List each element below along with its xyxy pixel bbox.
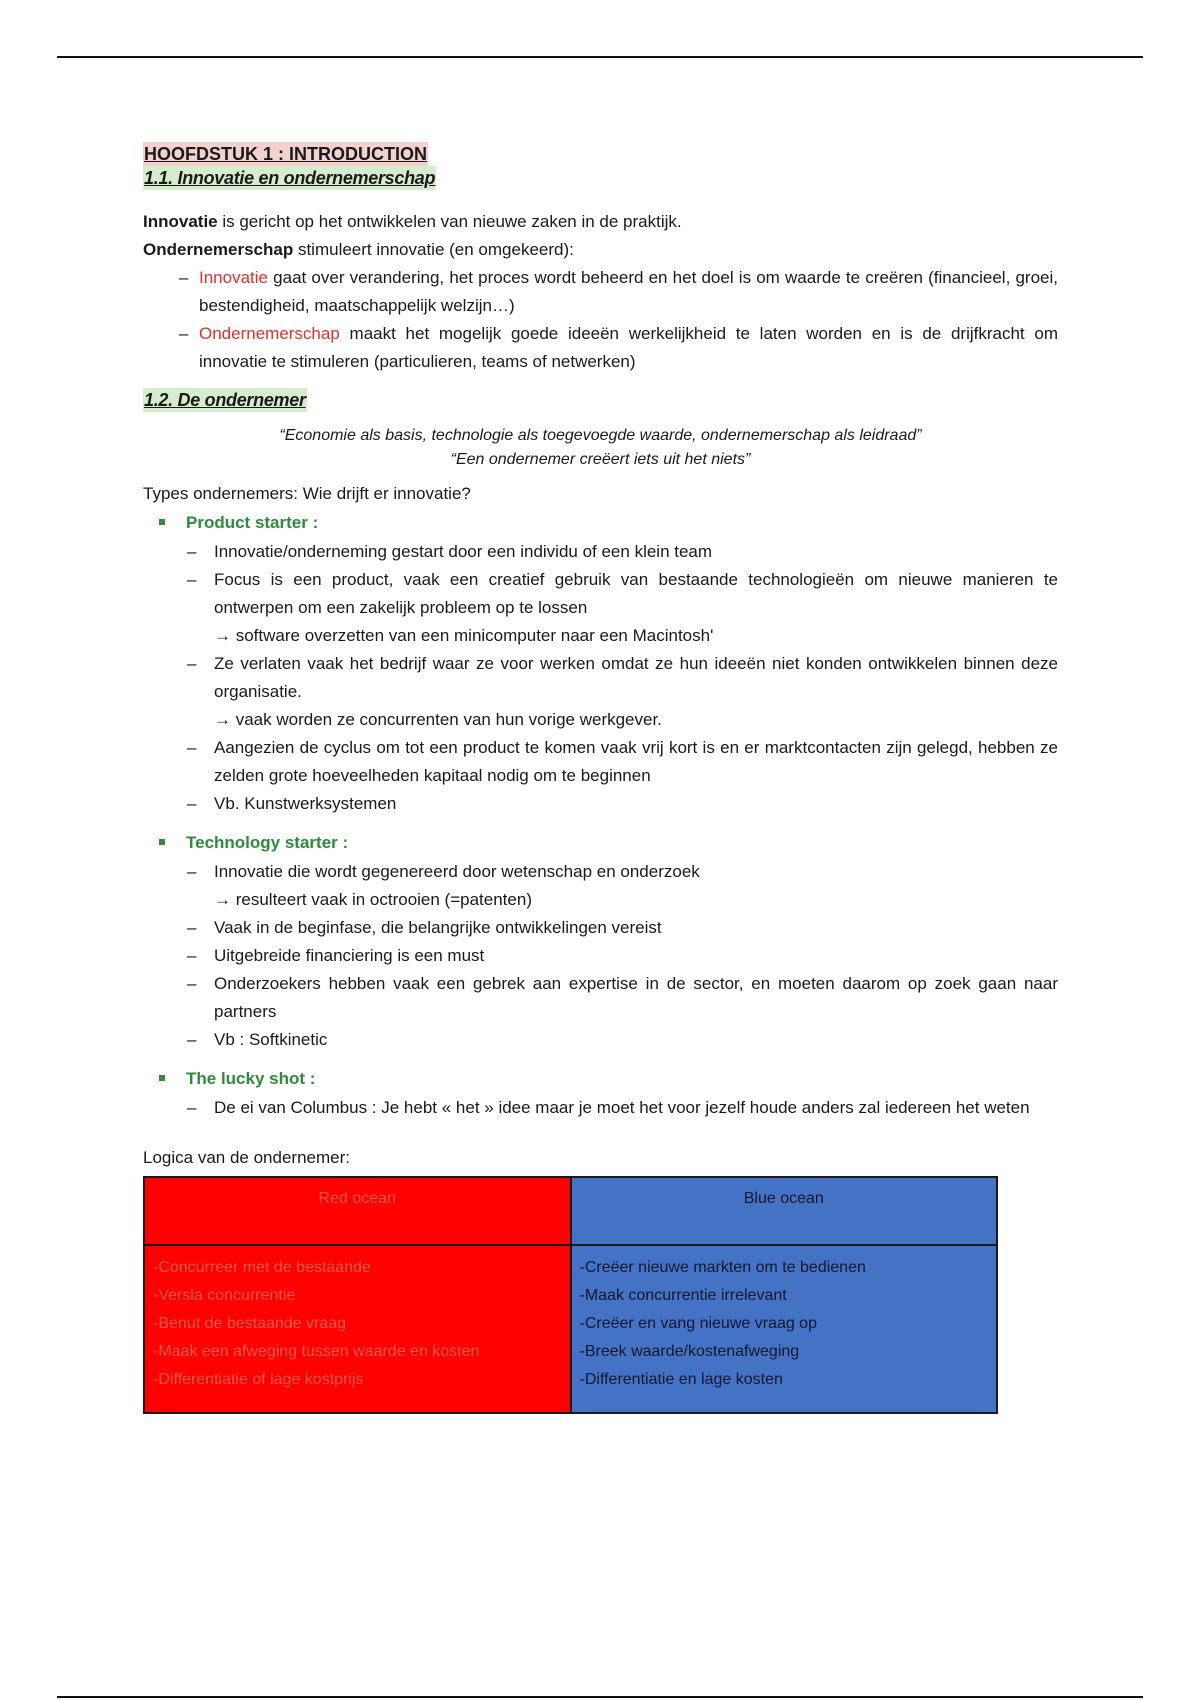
technology-starter-label: Technology starter : <box>186 833 349 852</box>
red-ocean-header: Red ocean <box>318 1190 396 1207</box>
list-item: -Creëer en vang nieuwe vraag op <box>579 1315 817 1332</box>
quote-1: “Economie als basis, technologie als toegevoegde waarde, ondernemerschap als leidraad” <box>279 427 922 444</box>
red-ocean-cell <box>144 1245 571 1413</box>
list-item <box>199 320 1058 376</box>
list-item: -Maak een afweging tussen waarde en kosten <box>153 1343 480 1360</box>
red-ocean-header-cell <box>144 1177 571 1245</box>
technology-starter-item <box>143 828 1058 858</box>
list-item <box>199 264 1058 320</box>
blue-ocean-list <box>572 1246 997 1394</box>
list-item: -Maak concurrentie irrelevant <box>579 1287 787 1304</box>
list-item: -Differentiatie of lage kostprijs <box>153 1371 364 1388</box>
list-item-text: Ze verlaten vaak het bedrijf waar ze voor werken omdat ze hun ideeën niet konden ontwikkelen binnen deze organisatie. <box>214 654 1058 701</box>
product-starter-item <box>143 508 1058 538</box>
list-item: – Innovatie/onderneming gestart door een individu of een klein team <box>214 538 1058 566</box>
top-rule <box>57 56 1143 58</box>
square-bullet-icon <box>159 519 165 525</box>
list-item: -Creëer nieuwe markten om te bedienen <box>579 1259 866 1276</box>
types-lead: Types ondernemers: Wie drijft er innovatie? <box>143 484 471 503</box>
lucky-shot-label: The lucky shot : <box>186 1069 316 1088</box>
table-row <box>144 1245 997 1413</box>
product-starter-list <box>143 538 1058 818</box>
quote-2: “Een ondernemer creëert iets uit het niets” <box>450 451 751 468</box>
logic-lead: Logica van de ondernemer: <box>143 1148 350 1167</box>
blue-ocean-header: Blue ocean <box>743 1190 824 1207</box>
list-item: – Uitgebreide financiering is een must <box>214 942 1058 970</box>
arrow-note: → software overzetten van een minicomputer naar een Macintosh' <box>214 626 714 645</box>
list-item: – De ei van Columbus : Je hebt « het » idee maar je moet het voor jezelf houde anders zal iedereen het weten <box>214 1094 1058 1122</box>
list-item-term: Ondernemerschap <box>199 324 340 343</box>
blue-ocean-header-cell <box>571 1177 998 1245</box>
section-heading-1-2: 1.2. De ondernemer <box>144 390 306 410</box>
lucky-shot-list <box>143 1094 1058 1122</box>
list-item: – Onderzoekers hebben vaak een gebrek aan expertise in de sector, en moeten daarom op zoek gaan naar partners <box>214 970 1058 1026</box>
list-item-text: gaat over verandering, het proces wordt beheerd en het doel is om waarde te creëren (financieel, groei, bestendigheid, maatschappelijk welzijn…) <box>199 268 1058 315</box>
red-ocean-list <box>145 1246 570 1394</box>
innovatie-term: Innovatie <box>143 212 218 231</box>
list-item-text: Innovatie die wordt gegenereerd door wetenschap en onderzoek <box>214 862 700 881</box>
list-item: – Vb : Softkinetic <box>214 1026 1058 1054</box>
ocean-comparison-table <box>143 1176 998 1414</box>
square-bullet-icon <box>159 839 165 845</box>
technology-starter-list <box>143 858 1058 1054</box>
list-item: -Breek waarde/kostenafweging <box>579 1343 800 1360</box>
list-item: – Vb. Kunstwerksystemen <box>214 790 1058 818</box>
ondernemerschap-text: stimuleert innovatie (en omgekeerd): <box>293 240 574 259</box>
innovatie-definition <box>143 208 1058 236</box>
list-item <box>214 566 1058 650</box>
table-header-row <box>144 1177 997 1245</box>
bottom-rule <box>57 1696 1143 1698</box>
list-item-text: maakt het mogelijk goede ideeën werkelijkheid te laten worden en is de drijfkracht om innovatie te stimuleren (particulieren, teams of netwerken) <box>199 324 1058 371</box>
arrow-note: → resulteert vaak in octrooien (=patenten) <box>214 890 532 909</box>
ondernemerschap-term: Ondernemerschap <box>143 240 294 259</box>
list-item: -Benut de bestaande vraag <box>153 1315 347 1332</box>
list-item-text: Focus is een product, vaak een creatief gebruik van bestaande technologieën om nieuwe manieren te ontwerpen om een zakelijk probleem op te lossen <box>214 570 1058 617</box>
lucky-shot-item <box>143 1064 1058 1094</box>
list-item: -Concurreer met de bestaande <box>153 1259 371 1276</box>
ondernemerschap-definition <box>143 236 1058 264</box>
chapter-heading: HOOFDSTUK 1 : INTRODUCTION <box>144 144 427 164</box>
list-item: – Vaak in de beginfase, die belangrijke ontwikkelingen vereist <box>214 914 1058 942</box>
intro-list <box>143 264 1058 376</box>
innovatie-text: is gericht op het ontwikkelen van nieuwe zaken in de praktijk. <box>217 212 682 231</box>
square-bullet-icon <box>159 1075 165 1081</box>
document-body <box>143 142 1058 1414</box>
list-item <box>214 650 1058 734</box>
list-item: -Versla concurrentie <box>153 1287 296 1304</box>
list-item <box>214 858 1058 914</box>
list-item: – Aangezien de cyclus om tot een product te komen vaak vrij kort is en er marktcontacten zijn gelegd, hebben ze zelden grote hoeveelheden kapitaal nodig om te beginnen <box>214 734 1058 790</box>
section-heading-1-1: 1.1. Innovatie en ondernemerschap <box>144 168 436 188</box>
product-starter-label: Product starter : <box>186 513 319 532</box>
list-item-term: Innovatie <box>199 268 268 287</box>
blue-ocean-cell <box>571 1245 998 1413</box>
list-item: -Differentiatie en lage kosten <box>579 1371 783 1388</box>
arrow-note: → vaak worden ze concurrenten van hun vorige werkgever. <box>214 710 662 729</box>
